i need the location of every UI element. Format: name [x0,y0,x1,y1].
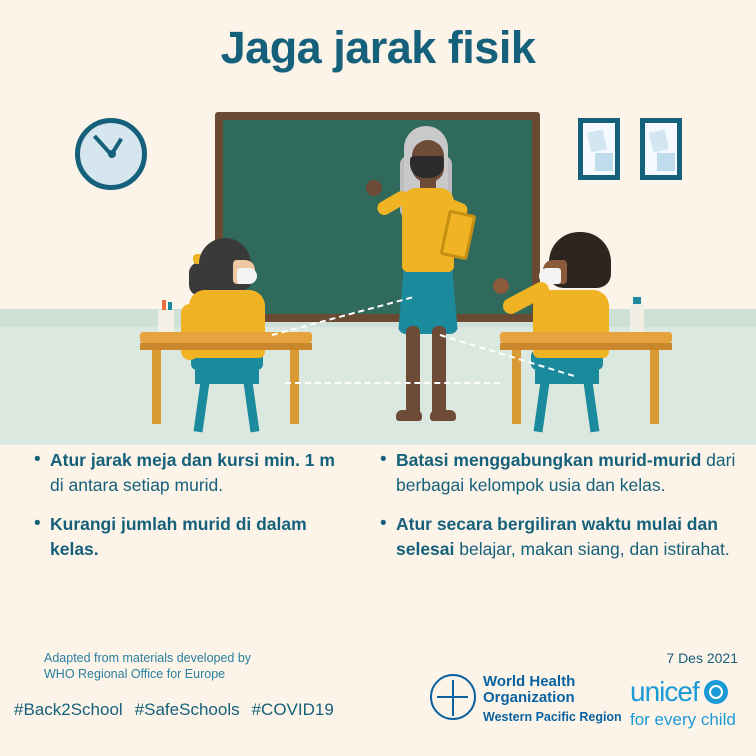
list-item [34,448,352,498]
title-band [0,0,756,96]
desk-top [500,332,672,343]
face-mask-icon [237,268,257,284]
unicef-globe-icon [704,680,728,704]
hashtag-covid19: #COVID19 [251,700,334,719]
guidance-list [0,448,756,638]
face-mask-icon [410,156,444,178]
desk-right [500,332,672,424]
picture-shape-a [649,130,669,153]
desk-leg [512,350,521,424]
bullet-rest: di antara setiap murid. [50,475,224,495]
who-emblem-icon [430,674,476,720]
footer [0,636,756,756]
bullet-dot: • [34,449,41,470]
teacher-leg-left [406,326,420,418]
clock-icon [75,118,147,190]
who-wordmark [483,674,622,724]
who-region: Western Pacific Region [483,710,622,724]
picture-frame-two [640,118,682,180]
clock-center-pin [108,150,116,158]
bullet-bold: Batasi menggabungkan murid-murid [396,450,702,470]
page-title: Jaga jarak fisik [220,22,536,73]
distance-arrow-horizontal [285,382,500,384]
picture-shape-b [595,153,613,171]
teacher-foot-left [396,410,422,421]
guidance-column-left [0,448,370,638]
bullet-bold: Atur secara bergiliran waktu mulai dan selesai [396,514,718,559]
unicef-tagline: for every child [630,710,736,729]
classroom-illustration [0,90,756,445]
hashtag-safeschools: #SafeSchools [134,700,240,719]
bullet-rest: belajar, makan siang, dan istirahat. [454,539,730,559]
credit-line-2: WHO Regional Office for Europe [44,667,226,681]
credit-text [44,650,251,682]
who-line-2: Organization [483,689,575,706]
desk-edge [140,343,312,350]
desk-top [140,332,312,343]
picture-shape-b [657,153,675,171]
hashtag-back2school: #Back2School [14,700,123,719]
teacher-foot-right [430,410,456,421]
unicef-wordmark [630,676,736,708]
who-line-1: World Health [483,673,576,690]
unicef-logo [630,676,736,730]
desk-edge [500,343,672,350]
bullet-dot: • [380,513,387,534]
bullet-text [50,448,352,498]
desk-leg [290,350,299,424]
bullet-rest: dari berbagai kelompok usia dan kelas. [396,450,736,495]
bullet-dot: • [380,449,387,470]
credit-line-1: Adapted from materials developed by [44,651,252,665]
teacher-leg-right [432,326,446,418]
bullet-text [396,448,738,498]
bullet-bold: Atur jarak meja dan kursi min. 1 m [50,450,335,470]
teacher-hand-left [366,180,382,196]
date-label: 7 Des 2021 [666,650,738,666]
desk-leg [152,350,161,424]
list-item [380,512,738,562]
student-right-hand [493,278,509,294]
list-item [380,448,738,498]
unicef-text: unicef [630,676,699,707]
hashtag-list [14,700,346,720]
teacher-figure [382,126,474,424]
water-bottle-icon [630,304,644,334]
picture-shape-a [587,130,607,153]
bullet-text [50,512,352,562]
teacher-skirt [398,266,458,334]
bullet-dot: • [34,513,41,534]
logo-row [430,674,750,746]
pencil-cup [158,310,174,334]
guidance-column-right [370,448,756,638]
bullet-bold: Kurangi jumlah murid di dalam kelas. [50,514,307,559]
bullet-text [396,512,738,562]
picture-frame-one [578,118,620,180]
list-item [34,512,352,562]
desk-leg [650,350,659,424]
desk-left [140,332,312,424]
who-logo [430,674,622,724]
